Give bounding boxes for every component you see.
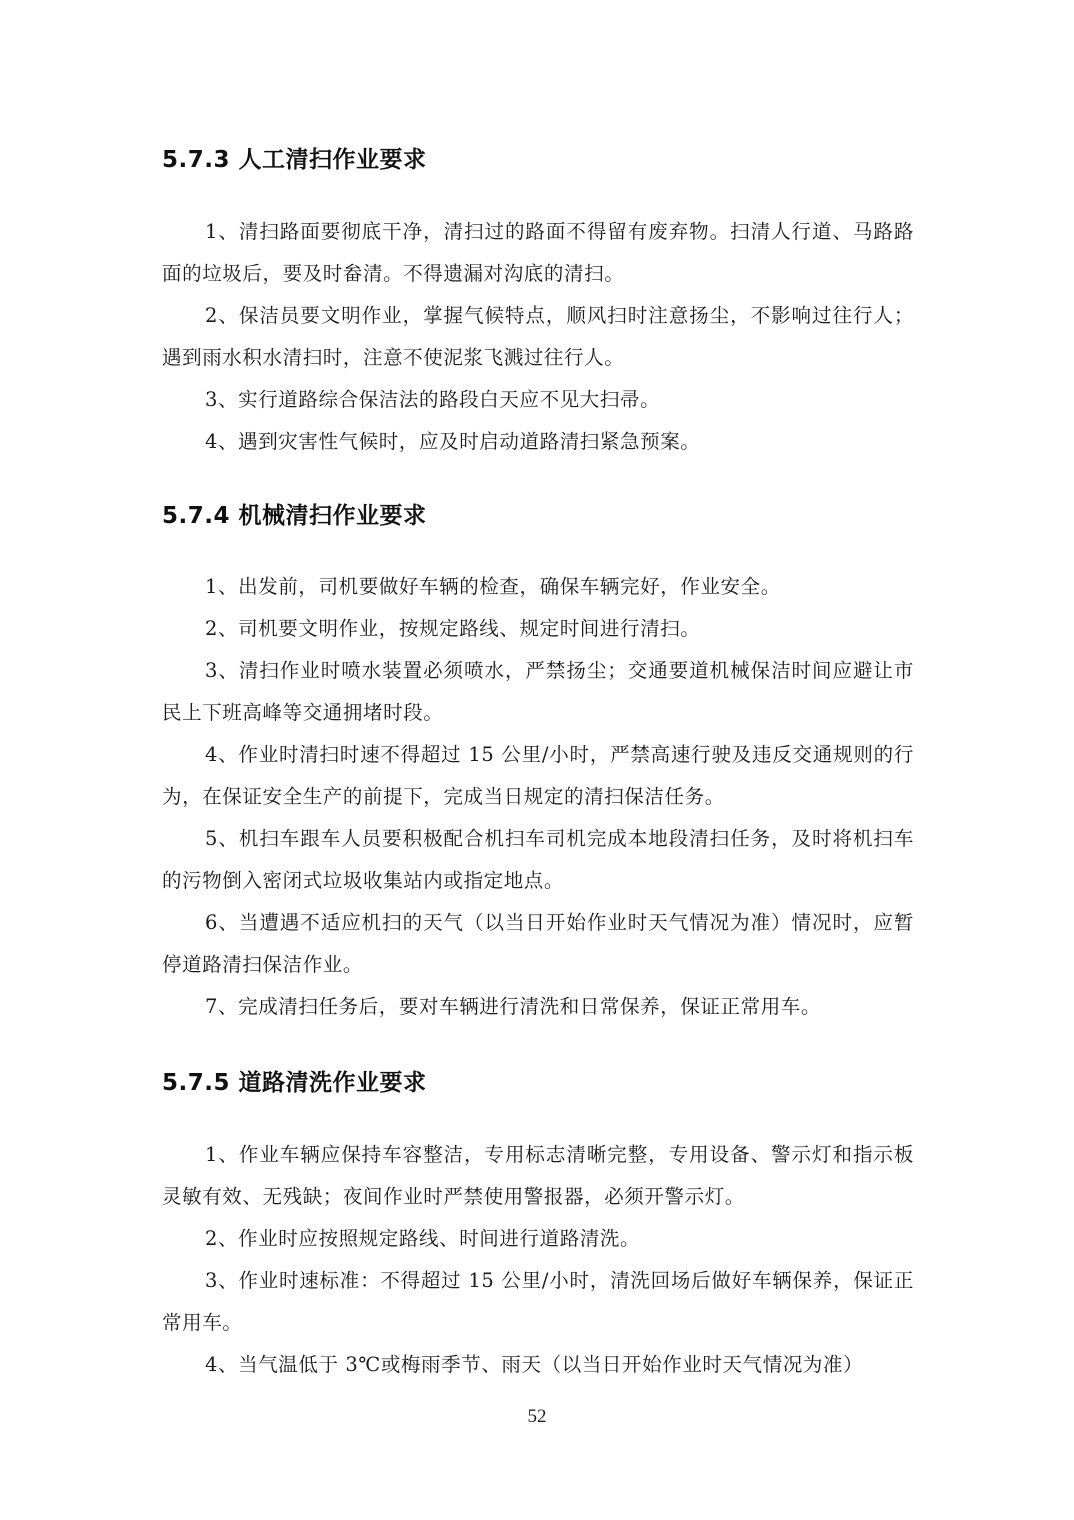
list-item: 6、当遭遇不适应机扫的天气（以当日开始作业时天气情况为准）情况时，应暂停道路清扫保洁作业。 [162, 911, 914, 976]
list-item: 4、作业时清扫时速不得超过 15 公里/小时，严禁高速行驶及违反交通规则的行为，在保证安全生产的前提下，完成当日规定的清扫保洁任务。 [162, 743, 914, 808]
section-heading: 5.7.3 人工清扫作业要求 [162, 147, 427, 173]
section-5-7-5-body [162, 1134, 914, 1386]
list-item: 2、司机要文明作业，按规定路线、规定时间进行清扫。 [205, 617, 701, 640]
list-item: 1、出发前，司机要做好车辆的检查，确保车辆完好，作业安全。 [205, 575, 781, 598]
list-item: 3、作业时速标准：不得超过 15 公里/小时，清洗回场后做好车辆保养，保证正常用车。 [162, 1269, 914, 1334]
section-heading: 5.7.5 道路清洗作业要求 [162, 1070, 427, 1096]
list-item: 4、遇到灾害性气候时，应及时启动道路清扫紧急预案。 [205, 430, 701, 453]
list-item: 3、实行道路综合保洁法的路段白天应不见大扫帚。 [205, 388, 661, 411]
section-5-7-3-body [162, 211, 914, 463]
list-item: 7、完成清扫任务后，要对车辆进行清洗和日常保养，保证正常用车。 [205, 995, 822, 1018]
section-5-7-4-body [162, 566, 914, 1028]
section-5-7-4 [162, 501, 914, 531]
section-5-7-3 [162, 145, 914, 175]
list-item: 2、保洁员要文明作业，掌握气候特点，顺风扫时注意扬尘，不影响过往行人；遇到雨水积水清扫时，注意不使泥浆飞溅过往行人。 [162, 304, 914, 369]
list-item: 4、当气温低于 3℃或梅雨季节、雨天（以当日开始作业时天气情况为准） [205, 1353, 864, 1376]
list-item: 2、作业时应按照规定路线、时间进行道路清洗。 [205, 1227, 641, 1250]
section-heading: 5.7.4 机械清扫作业要求 [162, 503, 427, 529]
list-item: 5、机扫车跟车人员要积极配合机扫车司机完成本地段清扫任务，及时将机扫车的污物倒入密闭式垃圾收集站内或指定地点。 [162, 827, 914, 892]
page-number: 52 [527, 1406, 547, 1427]
list-item: 1、清扫路面要彻底干净，清扫过的路面不得留有废弃物。扫清人行道、马路路面的垃圾后，要及时畚清。不得遗漏对沟底的清扫。 [162, 220, 914, 285]
list-item: 1、作业车辆应保持车容整洁，专用标志清晰完整，专用设备、警示灯和指示板灵敏有效、无残缺；夜间作业时严禁使用警报器，必须开警示灯。 [162, 1143, 914, 1208]
section-5-7-5 [162, 1068, 914, 1098]
list-item: 3、清扫作业时喷水装置必须喷水，严禁扬尘；交通要道机械保洁时间应避让市民上下班高峰等交通拥堵时段。 [162, 659, 914, 724]
